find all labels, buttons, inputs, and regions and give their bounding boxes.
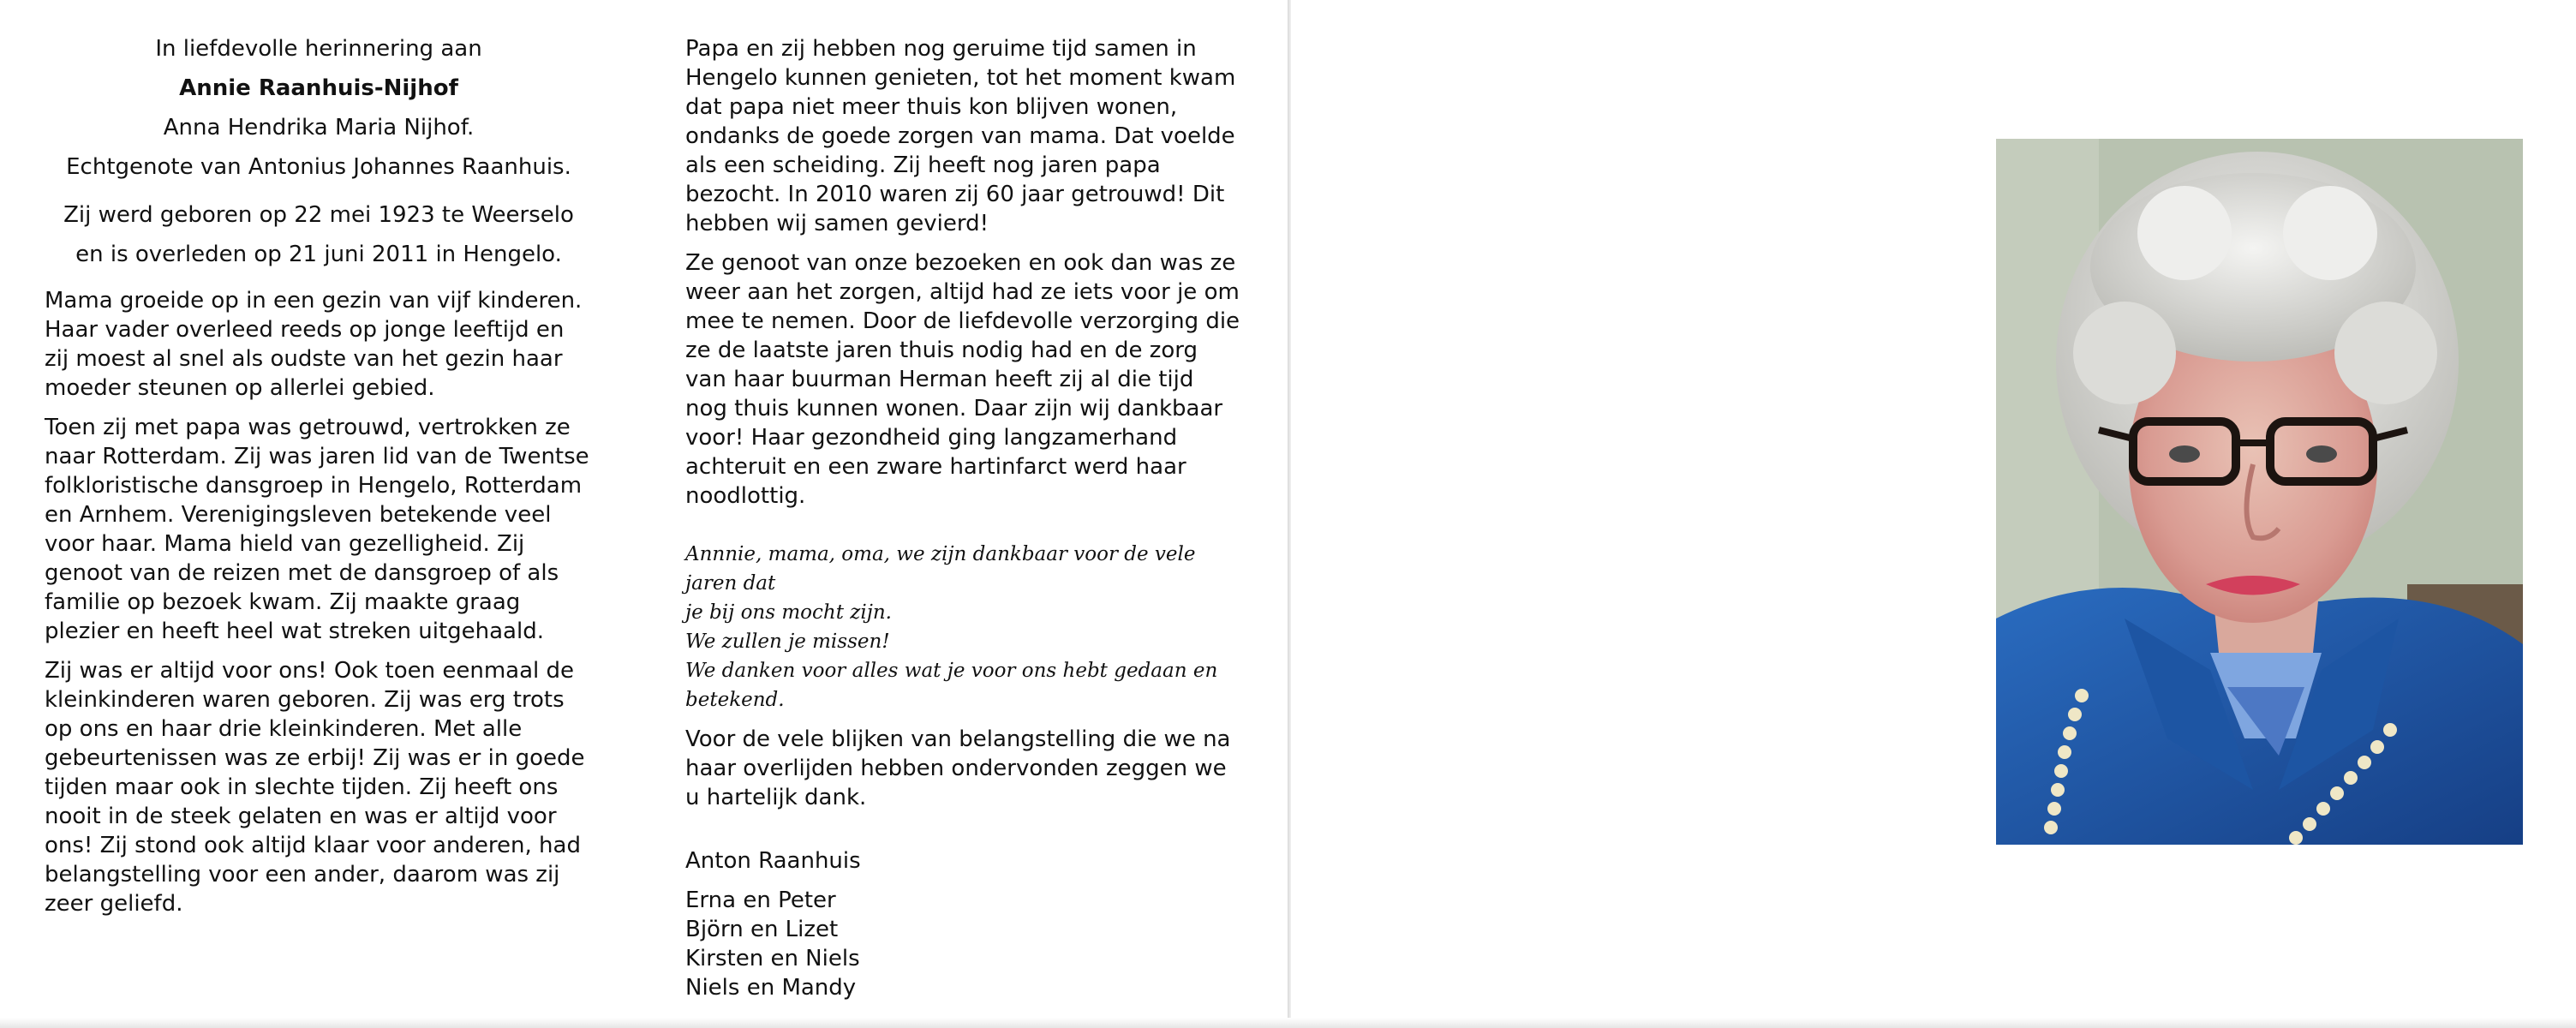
family-member: Erna en Peter	[685, 888, 836, 913]
portrait-photo	[1996, 139, 2523, 845]
full-name: Anna Hendrika Maria Nijhof.	[163, 115, 475, 140]
paragraph-childhood: Mama groeide op in een gezin van vijf kinderen. Haar vader overleed reeds op jonge leeftijd en zij moest al snel als oudste van het gezin haar moeder steunen op allerlei gebied.	[45, 288, 583, 401]
signature: Anton Raanhuis	[685, 848, 861, 874]
family-list	[685, 886, 1242, 1002]
spouse-line: Echtgenote van Antonius Johannes Raanhuis.	[66, 154, 571, 180]
paragraph-family: Zij was er altijd voor ons! Ook toen eenmaal de kleinkinderen waren geboren. Zij was erg trots op ons en haar drie kleinkinderen. Met alle gebeurtenissen was ze erbij! Zij was er in goede tijden maar ook in slechte tijden. Zij heeft ons nooit in de steek gelaten en was er altijd voor ons! Zij stond ook altijd klaar voor anderen, had belangstelling voor een ander, daarom was zij zeer geliefd.	[45, 658, 585, 917]
poem-line: We danken voor alles wat je voor ons hebt gedaan en betekend.	[685, 660, 1218, 711]
right-text-column	[685, 34, 1242, 1002]
card-fold	[1288, 0, 1291, 1028]
death-line: en is overleden op 21 juni 2011 in Hengelo.	[75, 242, 562, 267]
poem-line: Annnie, mama, oma, we zijn dankbaar voor de vele jaren dat	[685, 543, 1196, 595]
family-member: Björn en Lizet	[685, 917, 839, 942]
poem	[685, 540, 1242, 714]
family-member: Niels en Mandy	[685, 975, 857, 1001]
birth-line: Zij werd geboren op 22 mei 1923 te Weerselo	[63, 202, 574, 228]
thanks-paragraph: Voor de vele blijken van belangstelling die we na haar overlijden hebben ondervonden zeggen we u hartelijk dank.	[685, 726, 1231, 810]
poem-line: We zullen je missen!	[685, 631, 890, 653]
paragraph-hengelo: Papa en zij hebben nog geruime tijd samen in Hengelo kunnen genieten, tot het moment kwam dat papa niet meer thuis kon blijven wonen, ondanks de goede zorgen van mama. Dat voelde als een scheiding. Zij heeft nog jaren papa bezocht. In 2010 waren zij 60 jaar getrouwd! Dit hebben wij samen gevierd!	[685, 36, 1236, 236]
left-text-column	[45, 34, 593, 918]
poem-line: je bij ons mocht zijn.	[685, 601, 892, 624]
portrait-illustration	[1996, 139, 2523, 845]
family-member: Kirsten en Niels	[685, 946, 860, 971]
paragraph-rotterdam: Toen zij met papa was getrouwd, vertrokken ze naar Rotterdam. Zij was jaren lid van de Twentse folkloristische dansgroep in Hengelo, Rotterdam en Arnhem. Verenigingsleven betekende veel voor haar. Mama hield van gezelligheid. Zij genoot van de reizen met de dansgroep of als familie op bezoek kwam. Zij maakte graag plezier en heeft heel wat streken uitgehaald.	[45, 415, 589, 644]
card-bottom-edge	[0, 1018, 2576, 1028]
deceased-name: Annie Raanhuis-Nijhof	[179, 75, 458, 101]
card-heading: In liefdevolle herinnering aan	[155, 36, 482, 62]
paragraph-care: Ze genoot van onze bezoeken en ook dan was ze weer aan het zorgen, altijd had ze iets voor je om mee te nemen. Door de liefdevolle verzorging die ze de laatste jaren thuis nodig had en de zorg van haar buurman Herman heeft zij al die tijd nog thuis kunnen wonen. Daar zijn wij dankbaar voor! Haar gezondheid ging langzamerhand achteruit en een zware hartinfarct werd haar noodlottig.	[685, 250, 1240, 509]
